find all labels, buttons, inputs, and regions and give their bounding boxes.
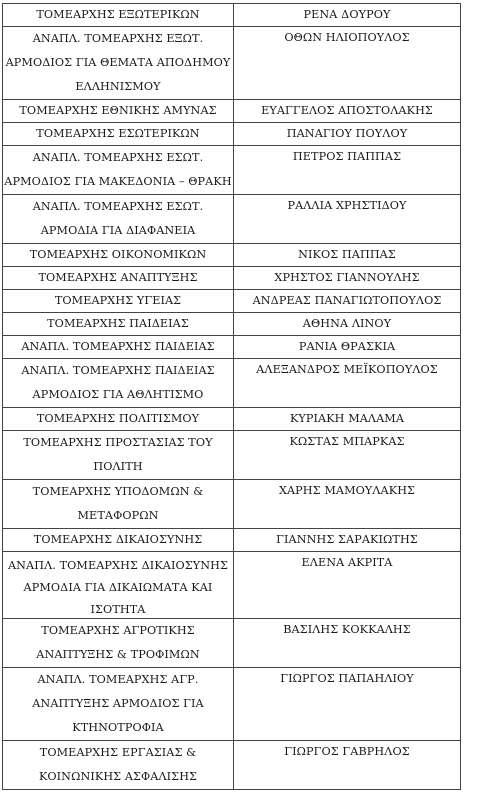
name-cell xyxy=(234,100,461,123)
role-text: ΜΕΤΑΦΟΡΩΝ xyxy=(77,509,159,522)
role-text: ΑΝΑΠΛ. ΤΟΜΕΑΡΧΗΣ ΕΣΩΤ. xyxy=(32,200,204,213)
table-row xyxy=(3,359,461,408)
role-cell xyxy=(3,267,234,290)
role-cell xyxy=(3,313,234,336)
name-cell xyxy=(234,668,461,741)
person-name: ΡΑΛΛΙΑ ΧΡΗΣΤΙΔΟΥ xyxy=(287,199,407,212)
person-name: ΓΙΩΡΓΟΣ ΓΑΒΡΗΛΟΣ xyxy=(284,745,410,758)
role-cell xyxy=(3,619,234,668)
role-text: ΑΝΑΠΤΥΞΗΣ & ΤΡΟΦΙΜΩΝ xyxy=(36,648,200,661)
role-text: ΤΟΜΕΑΡΧΗΣ ΟΙΚΟΝΟΜΙΚΩΝ xyxy=(29,248,207,261)
person-name: ΠΕΤΡΟΣ ΠΑΠΠΑΣ xyxy=(292,150,402,163)
role-cell xyxy=(3,529,234,552)
role-text: ΑΡΜΟΔΙΑ ΓΙΑ ΔΙΑΦΑΝΕΙΑ xyxy=(40,224,196,237)
role-cell xyxy=(3,123,234,146)
table-row xyxy=(3,267,461,290)
table-row xyxy=(3,480,461,529)
person-name: ΡΕΝΑ ΔΟΥΡΟΥ xyxy=(303,8,391,21)
person-name: ΒΑΣΙΛΗΣ ΚΟΚΚΑΛΗΣ xyxy=(283,623,411,636)
role-cell xyxy=(3,741,234,790)
role-text: ΤΟΜΕΑΡΧΗΣ ΔΙΚΑΙΟΣΥΝΗΣ xyxy=(33,533,203,546)
role-text: ΤΟΜΕΑΡΧΗΣ ΕΘΝΙΚΗΣ ΑΜΥΝΑΣ xyxy=(19,104,217,117)
role-cell xyxy=(3,4,234,27)
document-page xyxy=(2,3,458,790)
role-cell xyxy=(3,195,234,244)
role-text: ΤΟΜΕΑΡΧΗΣ ΕΣΩΤΕΡΙΚΩΝ xyxy=(36,127,200,140)
table-row xyxy=(3,668,461,741)
role-text: ΑΡΜΟΔΙΟΣ ΓΙΑ ΜΑΚΕΔΟΝΙΑ – ΘΡΑΚΗ xyxy=(4,175,232,188)
role-text: ΑΝΑΠΤΥΞΗΣ ΑΡΜΟΔΙΟΣ ΓΙΑ xyxy=(32,697,204,710)
table-row xyxy=(3,431,461,480)
table-row xyxy=(3,741,461,790)
person-name: ΚΩΣΤΑΣ ΜΠΑΡΚΑΣ xyxy=(289,435,405,448)
name-cell xyxy=(234,408,461,431)
name-cell xyxy=(234,552,461,619)
name-cell xyxy=(234,529,461,552)
role-text: ΤΟΜΕΑΡΧΗΣ ΥΓΕΙΑΣ xyxy=(54,294,182,307)
name-cell xyxy=(234,146,461,195)
table-row xyxy=(3,27,461,100)
role-cell xyxy=(3,100,234,123)
role-text: ΑΡΜΟΔΙΟΣ ΓΙΑ ΘΕΜΑΤΑ ΑΠΟΔΗΜΟΥ xyxy=(5,56,231,69)
person-name: ΟΘΩΝ ΗΛΙΟΠΟΥΛΟΣ xyxy=(284,31,410,44)
role-cell xyxy=(3,431,234,480)
person-name: ΑΛΕΞΑΝΔΡΟΣ ΜΕΪΚΟΠΟΥΛΟΣ xyxy=(256,363,438,376)
name-cell xyxy=(234,619,461,668)
role-cell xyxy=(3,480,234,529)
table-row xyxy=(3,552,461,619)
role-text: ΑΝΑΠΛ. ΤΟΜΕΑΡΧΗΣ ΔΙΚΑΙΟΣΥΝΗΣ xyxy=(7,559,229,572)
name-cell xyxy=(234,244,461,267)
role-text: ΑΝΑΠΛ. ΤΟΜΕΑΡΧΗΣ ΕΞΩΤ. xyxy=(32,32,204,45)
name-cell xyxy=(234,4,461,27)
name-cell xyxy=(234,359,461,408)
role-text: ΚΟΙΝΩΝΙΚΗΣ ΑΣΦΑΛΙΣΗΣ xyxy=(38,770,198,783)
table-row xyxy=(3,146,461,195)
role-text: ΑΝΑΠΛ. ΤΟΜΕΑΡΧΗΣ ΕΣΩΤ. xyxy=(32,151,204,164)
name-cell xyxy=(234,480,461,529)
name-cell xyxy=(234,290,461,313)
role-cell xyxy=(3,668,234,741)
role-text: ΤΟΜΕΑΡΧΗΣ ΑΝΑΠΤΥΞΗΣ xyxy=(38,271,198,284)
role-text: ΑΡΜΟΔΙΟΣ ΓΙΑ ΑΘΛΗΤΙΣΜΟ xyxy=(32,388,204,401)
person-name: ΝΙΚΟΣ ΠΑΠΠΑΣ xyxy=(298,248,396,261)
role-text: ΤΟΜΕΑΡΧΗΣ ΑΓΡΟΤΙΚΗΣ xyxy=(41,624,195,637)
name-cell xyxy=(234,431,461,480)
role-text: ΑΝΑΠΛ. ΤΟΜΕΑΡΧΗΣ ΠΑΙΔΕΙΑΣ xyxy=(21,340,215,353)
table-row xyxy=(3,290,461,313)
person-name: ΕΛΕΝΑ ΑΚΡΙΤΑ xyxy=(301,556,393,569)
table-row xyxy=(3,619,461,668)
role-cell xyxy=(3,27,234,100)
table-row xyxy=(3,195,461,244)
role-text: ΑΡΜΟΔΙΑ ΓΙΑ ΔΙΚΑΙΩΜΑΤΑ ΚΑΙ xyxy=(23,581,213,594)
person-name: ΧΡΗΣΤΟΣ ΓΙΑΝΝΟΥΛΗΣ xyxy=(274,271,420,284)
role-text: ΤΟΜΕΑΡΧΗΣ ΠΟΛΙΤΙΣΜΟΥ xyxy=(36,412,200,425)
role-text: ΑΝΑΠΛ. ΤΟΜΕΑΡΧΗΣ ΠΑΙΔΕΙΑΣ xyxy=(21,364,215,377)
role-cell xyxy=(3,244,234,267)
person-name: ΧΑΡΗΣ ΜΑΜΟΥΛΑΚΗΣ xyxy=(278,484,416,497)
person-name: ΠΑΝΑΓΙΟΥ ΠΟΥΛΟΥ xyxy=(286,127,408,140)
person-name: ΕΥΑΓΓΕΛΟΣ ΑΠΟΣΤΟΛΑΚΗΣ xyxy=(261,104,433,117)
table-row xyxy=(3,4,461,27)
person-name: ΑΝΔΡΕΑΣ ΠΑΝΑΓΙΩΤΟΠΟΥΛΟΣ xyxy=(252,294,442,307)
name-cell xyxy=(234,195,461,244)
name-cell xyxy=(234,267,461,290)
role-cell xyxy=(3,552,234,619)
role-text: ΠΟΛΙΤΗ xyxy=(93,460,143,473)
person-name: ΓΙΑΝΝΗΣ ΣΑΡΑΚΙΩΤΗΣ xyxy=(276,533,418,546)
name-cell xyxy=(234,336,461,359)
role-cell xyxy=(3,146,234,195)
person-name: ΑΘΗΝΑ ΛΙΝΟΥ xyxy=(302,317,392,330)
name-cell xyxy=(234,123,461,146)
role-cell xyxy=(3,408,234,431)
role-text: ΤΟΜΕΑΡΧΗΣ ΕΡΓΑΣΙΑΣ & xyxy=(39,746,197,759)
table-row xyxy=(3,123,461,146)
table-row xyxy=(3,529,461,552)
name-cell xyxy=(234,741,461,790)
name-cell xyxy=(234,313,461,336)
shadow-cabinet-table xyxy=(2,3,461,790)
name-cell xyxy=(234,27,461,100)
table-row xyxy=(3,100,461,123)
role-text: ΚΤΗΝΟΤΡΟΦΙΑ xyxy=(72,721,164,734)
table-row xyxy=(3,313,461,336)
person-name: ΓΙΩΡΓΟΣ ΠΑΠΑΗΛΙΟΥ xyxy=(280,672,414,685)
table-row xyxy=(3,408,461,431)
role-text: ΙΣΟΤΗΤΑ xyxy=(90,603,146,616)
role-text: ΑΝΑΠΛ. ΤΟΜΕΑΡΧΗΣ ΑΓΡ. xyxy=(37,673,199,686)
role-cell xyxy=(3,359,234,408)
role-text: ΤΟΜΕΑΡΧΗΣ ΥΠΟΔΟΜΩΝ & xyxy=(32,485,204,498)
table-row xyxy=(3,244,461,267)
person-name: ΚΥΡΙΑΚΗ ΜΑΛΑΜΑ xyxy=(289,412,405,425)
role-text: ΤΟΜΕΑΡΧΗΣ ΕΞΩΤΕΡΙΚΩΝ xyxy=(36,8,200,21)
table-row xyxy=(3,336,461,359)
role-text: ΤΟΜΕΑΡΧΗΣ ΠΑΙΔΕΙΑΣ xyxy=(47,317,189,330)
person-name: ΡΑΝΙΑ ΘΡΑΣΚΙΑ xyxy=(298,340,396,353)
role-cell xyxy=(3,336,234,359)
role-text: ΤΟΜΕΑΡΧΗΣ ΠΡΟΣΤΑΣΙΑΣ ΤΟΥ xyxy=(23,436,213,449)
role-cell xyxy=(3,290,234,313)
role-text: ΕΛΛΗΝΙΣΜΟΥ xyxy=(75,80,161,93)
